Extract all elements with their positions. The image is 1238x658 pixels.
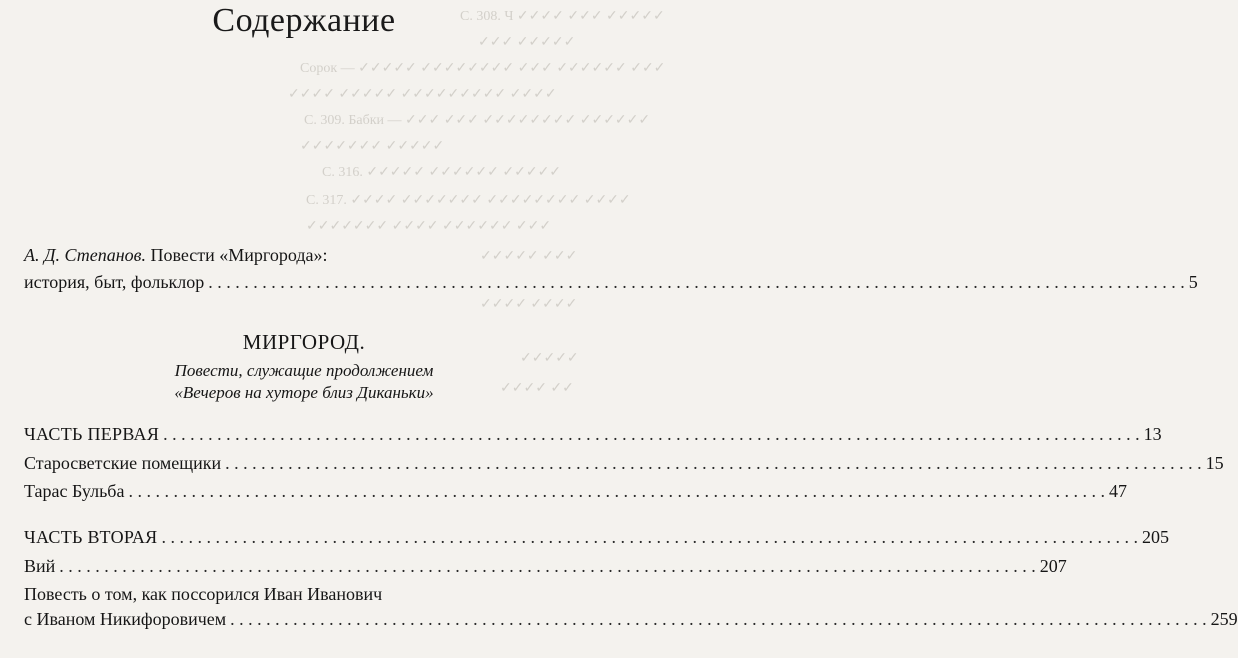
- part1-page: 13: [1143, 424, 1162, 444]
- leader-dots: [128, 478, 1105, 504]
- leader-dots: [163, 421, 1140, 447]
- intro-title-line1: Повести «Миргорода»:: [145, 245, 328, 265]
- intro-page: 5: [1188, 272, 1198, 292]
- toc-entry-part2[interactable]: [24, 524, 1169, 550]
- leader-dots: [225, 450, 1202, 476]
- entry-title-line2: с Иваном Никифоровичем: [24, 609, 227, 629]
- page-title: Содержание: [212, 2, 396, 39]
- book-page: С. 308. Ч ✓✓✓✓ ✓✓✓ ✓✓✓✓✓ ✓✓✓ ✓✓✓✓✓ Сорок — ✓✓✓✓✓ ✓✓✓✓✓✓✓✓ ✓✓✓ ✓✓✓✓✓✓ ✓✓✓ ✓✓✓✓ ✓✓✓✓✓ ✓✓✓✓✓✓✓✓✓ ✓✓✓✓ С. 309. Бабки — ✓✓✓ ✓✓✓ ✓✓✓✓✓✓✓✓ ✓✓✓✓✓✓ ✓✓✓✓✓✓✓ ✓✓✓✓✓ С. 316. ✓✓✓✓✓ ✓✓✓✓✓✓ ✓✓✓✓✓ С. 317. ✓✓✓✓ ✓✓✓✓✓✓✓ ✓✓✓✓✓✓✓✓ ✓✓✓✓ ✓✓✓✓✓✓✓ ✓✓✓✓ ✓✓✓✓✓✓ ✓✓✓ ✓✓✓✓✓ ✓✓✓ ✓✓✓✓ ✓✓✓✓ ✓✓✓✓✓ ✓✓✓✓ ✓✓ Содержание А. Д. Степанов. Повести «Миргорода»: история, быт, фольклор . . . 5 МИРГОРОД. Повести, служащие продолжением «Вечеров на хуторе близ Диканьки» ЧАСТЬ ПЕРВАЯ . . . 13 Старосветские помещики . . . 15 Тарас Бульба . . . 47 ЧАСТЬ ВТОРАЯ . . . 205 Вий . . . 207 Повесть о том, как поссорился Иван Иванович с Иваном Никифоровичем . . . 259: [0, 0, 608, 658]
- section-subtitle-line2: «Вечеров на хуторе близ Диканьки»: [174, 383, 434, 402]
- toc-entry-intro-line1: [24, 242, 592, 268]
- entry-title: Старосветские помещики: [24, 453, 222, 473]
- toc-entry-viy[interactable]: [24, 553, 1067, 579]
- leader-dots: [59, 553, 1036, 579]
- entry-title-line1: Повесть о том, как поссорился Иван Иванович: [24, 584, 383, 604]
- entry-page: 15: [1205, 453, 1224, 473]
- toc-entry-starosvetskie[interactable]: [24, 450, 1224, 476]
- part2-label: ЧАСТЬ ВТОРАЯ: [24, 527, 158, 547]
- part2-page: 205: [1141, 527, 1169, 547]
- entry-title: Тарас Бульба: [24, 481, 125, 501]
- entry-page: 259: [1210, 609, 1238, 629]
- leader-dots: [161, 524, 1138, 550]
- intro-title-line2: история, быт, фольклор: [24, 272, 205, 292]
- leader-dots: [208, 269, 1185, 295]
- entry-page: 207: [1039, 556, 1067, 576]
- toc-entry-taras-bulba[interactable]: [24, 478, 1127, 504]
- entry-page: 47: [1108, 481, 1127, 501]
- toc-entry-part1[interactable]: [24, 421, 1162, 447]
- section-title: МИРГОРОД.: [242, 330, 366, 354]
- part1-label: ЧАСТЬ ПЕРВАЯ: [24, 424, 160, 444]
- toc-entry-intro[interactable]: [24, 269, 1198, 295]
- toc-entry-povest-o-tom[interactable]: [24, 606, 1238, 632]
- section-subtitle-line1: Повести, служащие продолжением: [174, 361, 434, 380]
- entry-title: Вий: [24, 556, 56, 576]
- leader-dots: [230, 606, 1207, 632]
- intro-author: А. Д. Степанов.: [24, 245, 146, 265]
